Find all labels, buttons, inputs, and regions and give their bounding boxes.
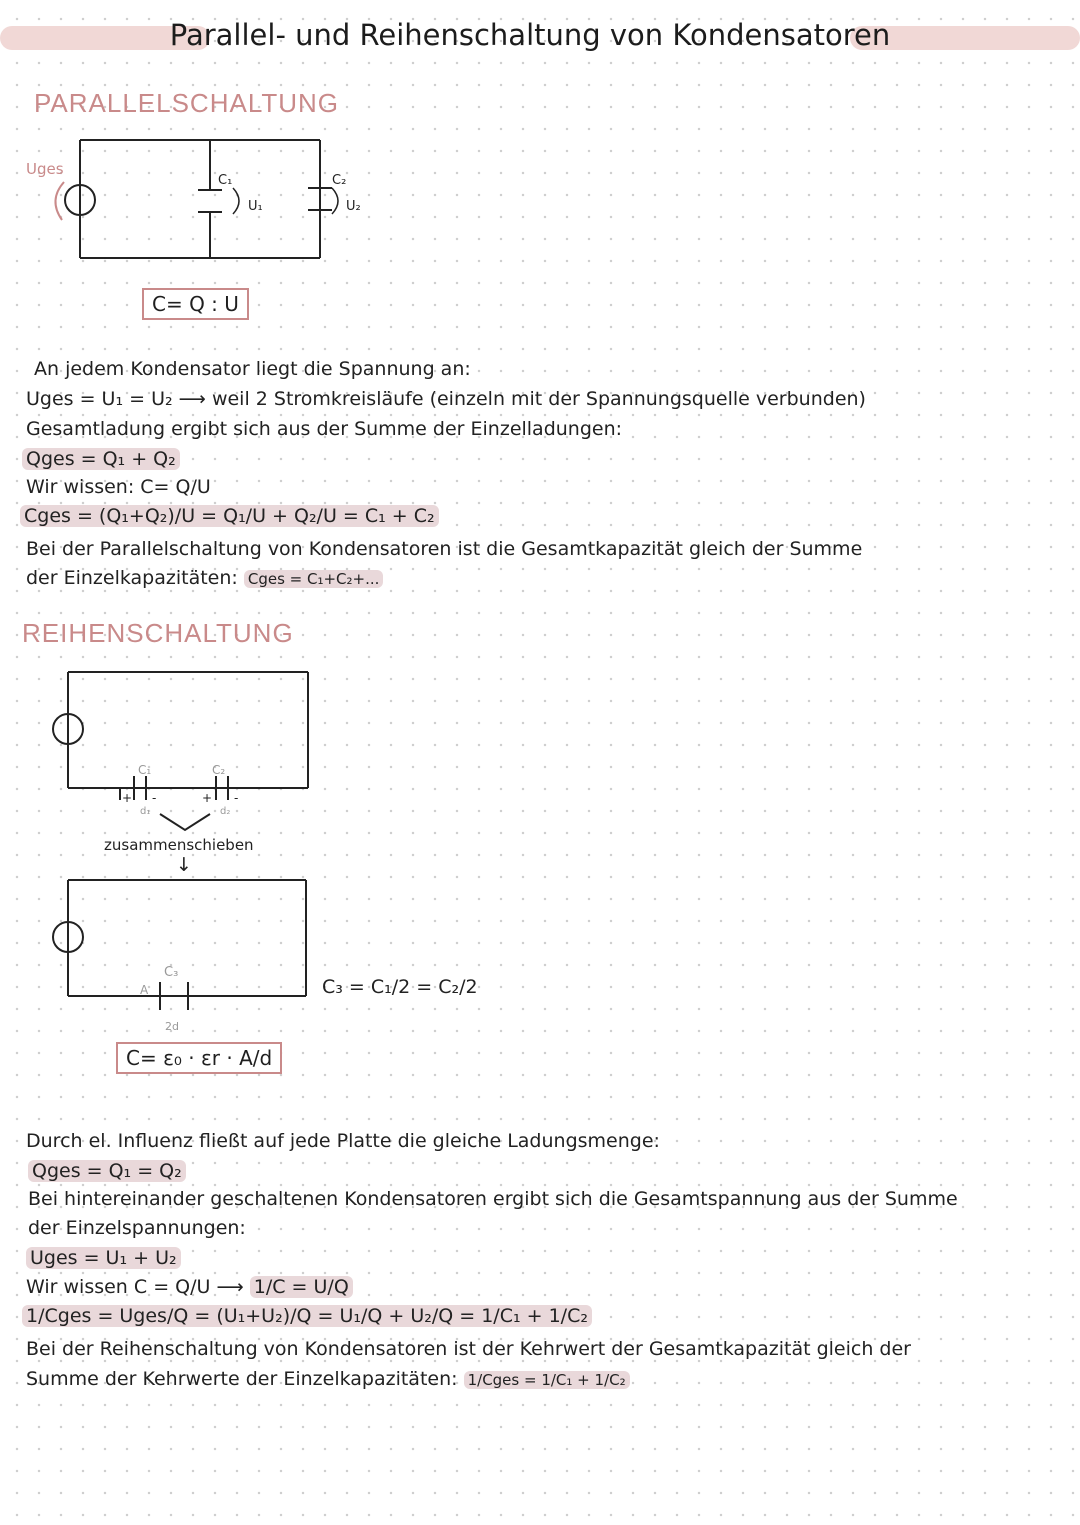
parallel-capacitor-c2 bbox=[300, 180, 340, 220]
push-together-label: zusammenschieben bbox=[104, 836, 254, 854]
series-circuit-diagram-2 bbox=[40, 876, 360, 1036]
parallel-text-8 bbox=[26, 567, 383, 589]
parallel-conclusion-equation: Cges = C₁+C₂+... bbox=[244, 570, 384, 588]
series-conclusion-equation: 1/Cges = 1/C₁ + 1/C₂ bbox=[464, 1371, 630, 1389]
down-arrow-icon: ↓ bbox=[176, 854, 192, 876]
parallel-text-2 bbox=[26, 388, 866, 410]
series-text-6 bbox=[26, 1276, 353, 1298]
parallel-charge-equation: Qges = Q₁ + Q₂ bbox=[22, 448, 180, 470]
series-formula-box: C= ε₀ · εr · A/d bbox=[116, 1042, 282, 1074]
series-text-1: Durch el. Influenz fließt auf jede Platte die gleiche Ladungsmenge: bbox=[26, 1130, 660, 1152]
series-text-3: Bei hintereinander geschaltenen Kondensatoren ergibt sich die Gesamtspannung aus der Summe bbox=[28, 1188, 958, 1210]
series2-label-a: A bbox=[140, 983, 149, 997]
right-arrow-icon: ⟶ bbox=[216, 1276, 250, 1298]
series-voltage-equation: Uges = U₁ + U₂ bbox=[26, 1247, 181, 1269]
parallel-voltage-equation: Uges = U₁ = U₂ bbox=[26, 388, 173, 410]
label-c2: C₂ bbox=[332, 173, 347, 188]
series2-label-2d: 2d bbox=[165, 1020, 179, 1033]
series-inverse-definition: 1/C = U/Q bbox=[250, 1276, 353, 1298]
right-arrow-icon: ⟶ bbox=[178, 388, 212, 410]
label-c1: C₁ bbox=[218, 173, 233, 188]
series-heading: REIHENSCHALTUNG bbox=[22, 618, 294, 648]
label-u2: U₂ bbox=[346, 199, 361, 214]
page-title: Parallel- und Reihenschaltung von Kondensatoren bbox=[169, 18, 891, 52]
series1-minus-2: - bbox=[234, 791, 239, 805]
series1-minus-1: - bbox=[152, 791, 157, 805]
series1-label-c1: C₁ bbox=[138, 763, 152, 777]
parallel-conclusion-text: der Einzelkapazitäten: bbox=[26, 567, 238, 589]
label-uges: Uges bbox=[26, 160, 64, 178]
series-text-9 bbox=[26, 1368, 630, 1390]
parallel-text-1: An jedem Kondensator liegt die Spannung an: bbox=[34, 358, 471, 380]
parallel-text-7: Bei der Parallelschaltung von Kondensatoren ist die Gesamtkapazität gleich der Summe bbox=[26, 538, 863, 560]
push-together-icon bbox=[160, 814, 210, 830]
parallel-text-3: Gesamtladung ergibt sich aus der Summe der Einzelladungen: bbox=[26, 418, 623, 440]
series-inverse-derivation: 1/Cges = Uges/Q = (U₁+U₂)/Q = U₁/Q + U₂/Q = 1/C₁ + 1/C₂ bbox=[22, 1305, 592, 1327]
series1-label-c2: C₂ bbox=[212, 763, 226, 777]
parallel-text-5: Wir wissen: C= Q/U bbox=[26, 476, 211, 498]
series-capacity-definition: Wir wissen C = Q/U bbox=[26, 1276, 211, 1298]
voltage-arrow-icon bbox=[55, 182, 64, 220]
c3-formula: C₃ = C₁/2 = C₂/2 bbox=[322, 976, 478, 998]
parallel-formula-box: C= Q : U bbox=[142, 288, 249, 320]
series-conclusion-text: Summe der Kehrwerte der Einzelkapazitäten: bbox=[26, 1368, 458, 1390]
series-charge-equation: Qges = Q₁ = Q₂ bbox=[28, 1160, 186, 1182]
parallel-capacity-derivation: Cges = (Q₁+Q₂)/U = Q₁/U + Q₂/U = C₁ + C₂ bbox=[20, 505, 439, 527]
series2-label-c3: C₃ bbox=[164, 965, 179, 980]
series1-plus-1: + bbox=[122, 791, 133, 805]
series1-label-d1: d₁ bbox=[140, 806, 151, 817]
series1-plus-2: + bbox=[202, 791, 213, 805]
series-text-4: der Einzelspannungen: bbox=[28, 1217, 246, 1239]
label-u1: U₁ bbox=[248, 199, 263, 214]
parallel-heading: PARALLELSCHALTUNG bbox=[34, 88, 340, 118]
parallel-voltage-note: weil 2 Stromkreisläufe (einzeln mit der Spannungsquelle verbunden) bbox=[211, 388, 866, 410]
series-text-8: Bei der Reihenschaltung von Kondensatoren ist der Kehrwert der Gesamtkapazität gleich der bbox=[26, 1338, 911, 1360]
series1-label-d2: d₂ bbox=[220, 806, 231, 817]
series-circuit-diagram-1 bbox=[40, 668, 360, 848]
